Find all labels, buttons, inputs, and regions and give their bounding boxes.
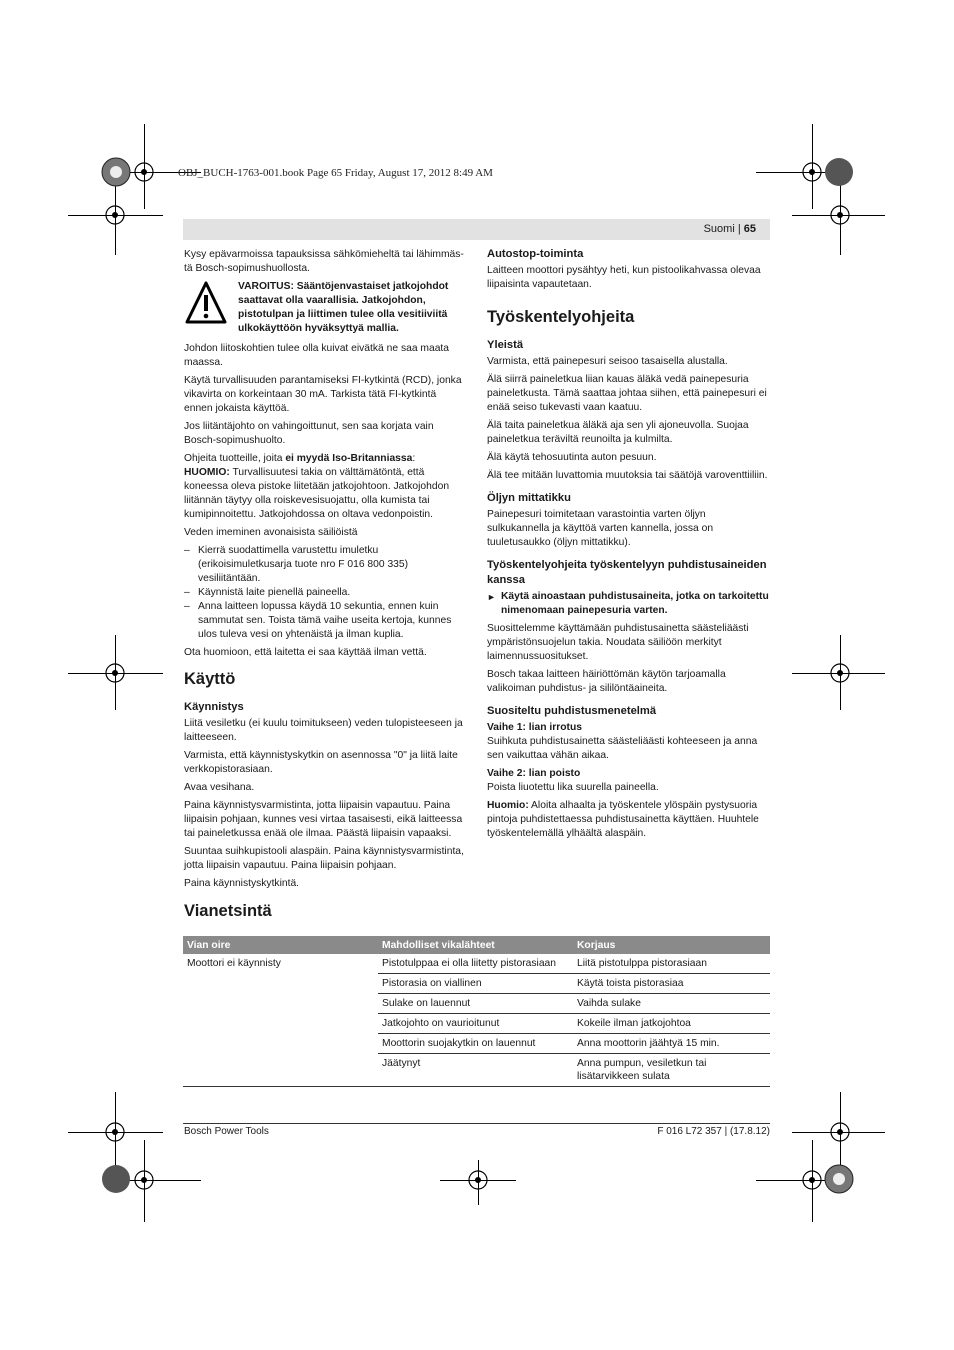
symptom-cell: Moottori ei käynnisty xyxy=(187,958,281,969)
star-target-icon xyxy=(824,1164,854,1194)
registration-target-icon xyxy=(828,661,852,685)
troubleshooting-table xyxy=(183,936,770,1087)
dash-list xyxy=(184,544,466,642)
subsection-heading: Suositeltu puhdistusmenetelmä xyxy=(487,705,657,717)
paragraph: Suosittelemme käyttämään puhdistusainetta säästeliäästi ympäristönsuojelun takia. Noudata säiliöön merkityt laimennussuositukset. xyxy=(487,623,749,662)
remedy-cell: Liitä pistotulppa pistorasiaan xyxy=(573,954,770,974)
registration-target-icon xyxy=(103,661,127,685)
paragraph: Älä tee mitään luvattomia muutoksia tai säätöjä varoventtiiliin. xyxy=(487,470,768,481)
column-header: Mahdolliset vikalähteet xyxy=(378,936,573,954)
step-label: Vaihe 1: lian irrotus xyxy=(487,722,582,733)
remedy-cell: Käytä toista pistorasiaa xyxy=(573,974,770,994)
list-item: – Kierrä suodattimella varustettu imuletku (erikoisimuletkusarja tuote nro F 016 800 335) vesiliitäntään. xyxy=(184,544,466,586)
subsection-heading: Käynnistys xyxy=(184,701,244,713)
gray-dot-icon xyxy=(101,1164,131,1194)
cause-cell: Jatkojohto on vaurioitunut xyxy=(378,1014,573,1034)
list-item: – Anna laitteen lopussa käydä 10 sekuntia, ennen kuin sammutat sen. Toista tämä vaihe useita kertoja, kunnes ulos tuleva vesi on yhtenäistä ja ilman kuplia. xyxy=(184,600,466,642)
paragraph: Liitä vesiletku (ei kuulu toimitukseen) veden tulopisteeseen ja laitteeseen. xyxy=(184,718,463,743)
paragraph: Jos liitäntäjohto on vahingoittunut, sen saa korjata vain Bosch-sopimushuolto. xyxy=(184,421,434,446)
registration-target-icon xyxy=(132,160,156,184)
paragraph: Käytä turvallisuuden parantamiseksi FI-kytkintä (RCD), jonka vikavirta on korkeintaan 30 mA. Tarkista tätä FI-kytkintä ennen jokaista käyttöä. xyxy=(184,375,462,414)
page-header xyxy=(183,219,770,240)
remedy-cell: Kokeile ilman jatkojohtoa xyxy=(573,1014,770,1034)
paragraph: Poista liuotettu lika suurella paineella. xyxy=(487,782,659,793)
paragraph: Ota huomioon, että laitetta ei saa käyttää ilman vettä. xyxy=(184,647,427,658)
warning-block xyxy=(184,280,466,338)
star-target-icon xyxy=(101,157,131,187)
footer-brand: Bosch Power Tools xyxy=(184,1126,269,1137)
footer-doc-number: F 016 L72 357 | (17.8.12) xyxy=(657,1126,770,1137)
subsection-heading: Autostop-toiminta xyxy=(487,248,584,260)
warning-triangle-icon xyxy=(184,280,228,326)
page-header-text xyxy=(704,223,756,235)
paragraph: Kysy epävarmoissa tapauksissa sähkömieheltä tai lähimmäs-tä Bosch-sopimushuollosta. xyxy=(184,249,464,274)
paragraph: Paina käynnistyskytkintä. xyxy=(184,878,300,889)
registration-target-icon xyxy=(132,1168,156,1192)
registration-target-icon xyxy=(103,1120,127,1144)
step-label: Vaihe 2: lian poisto xyxy=(487,768,581,779)
table-row xyxy=(183,954,770,974)
paragraph: HUOMIO: Turvallisuutesi takia on välttämätöntä, että koneessa oleva pistoke liitetään jatkojohtoon. Jatkojohdon liitännän täytyy olla roiskevesisuojattu, olla kumista tai kumipinnoitettu. Jatkojohdossa on oltava vedonpoistin. xyxy=(184,467,450,520)
remedy-cell: Vaihda sulake xyxy=(573,994,770,1014)
paragraph: Älä käytä tehosuutinta auton pesuun. xyxy=(487,452,657,463)
paragraph: Laitteen moottori pysähtyy heti, kun pistoolikahvassa olevaa liipaisinta vapautetaan. xyxy=(487,265,761,290)
column-header: Vian oire xyxy=(183,936,378,954)
remedy-cell: Anna pumpun, vesiletkun tai lisätarvikkeen sulata xyxy=(577,1058,707,1082)
registration-target-icon xyxy=(800,160,824,184)
paragraph: Bosch takaa laitteen häiriöttömän käytön tarjoamalla valikoiman puhdistus- ja sililöntäaineita. xyxy=(487,669,726,694)
right-column xyxy=(487,247,769,845)
remedy-cell: Anna moottorin jäähtyä 15 min. xyxy=(573,1034,770,1054)
table-header-row xyxy=(183,936,770,954)
paragraph: Suuntaa suihkupistooli alaspäin. Paina käynnistysvarmistinta, jotta liipaisin vapautuu. Paina liipaisin pohjaan. xyxy=(184,846,464,871)
paragraph: Älä siirrä paineletkua liian kauas äläkä vedä painepesuria paineletkusta. Tämä saattaa johtaa siihen, että painepesuri ei enää seiso tukevasti vaan kaatuu. xyxy=(487,374,767,413)
cause-cell: Pistotulppaa ei olla liitetty pistorasiaan xyxy=(378,954,573,974)
column-header: Korjaus xyxy=(573,936,770,954)
header-separator: | xyxy=(737,223,741,235)
paragraph: Veden imeminen avonaisista säiliöistä xyxy=(184,527,358,538)
file-slug-line: OBJ_BUCH-1763-001.book Page 65 Friday, August 17, 2012 8:49 AM xyxy=(178,167,493,179)
cause-cell: Moottorin suojakytkin on lauennut xyxy=(378,1034,573,1054)
registration-target-icon xyxy=(800,1168,824,1192)
section-heading: Työskentelyohjeita xyxy=(487,308,635,326)
arrow-right-icon: ► xyxy=(487,592,496,602)
left-column xyxy=(184,248,466,895)
paragraph: Painepesuri toimitetaan varastointia varten öljyn sulkukannella ja käyttöä varten kannella, jossa on tuuletusaukko (öljyn mittatikku). xyxy=(487,509,714,548)
paragraph: Älä taita paineletkua äläkä aja sen yli ajoneuvolla. Suojaa paineletkua teräviltä reunoilta ja kulmilta. xyxy=(487,420,749,445)
footer-divider xyxy=(183,1123,770,1124)
cause-cell: Jäätynyt xyxy=(382,1058,421,1069)
warning-text: VAROITUS: Sääntöjenvastaiset jatkojohdot saattavat olla vaarallisia. Jatkojohdon, pistotulpan ja liittimen tulee olla vesitiiviitä ulkokäyttöön hyväksyttyä mallia. xyxy=(238,281,449,334)
paragraph: Varmista, että painepesuri seisoo tasaisella alustalla. xyxy=(487,356,728,367)
registration-target-icon xyxy=(828,1120,852,1144)
paragraph: Paina käynnistysvarmistinta, jotta liipaisin vapautuu. Paina liipaisin pohjaan, kunnes vesi virtaa tasaisesti, eikä laitteessa tai paineletkussa enää ole ilmaa. Päästä liipaisin vapaaksi. xyxy=(184,800,463,839)
gray-dot-icon xyxy=(824,157,854,187)
paragraph: Suihkuta puhdistusainetta säästeliäästi kohteeseen ja anna sen vaikuttaa vähän aikaa. xyxy=(487,736,758,761)
registration-target-icon xyxy=(466,1168,490,1192)
subsection-heading: Yleistä xyxy=(487,339,524,351)
list-item: – Käynnistä laite pienellä paineella. xyxy=(184,586,466,600)
arrow-instruction: ► Käytä ainoastaan puhdistusaineita, jotka on tarkoitettu nimenomaan painepesuria varten. xyxy=(487,591,769,616)
page-number: 65 xyxy=(743,223,756,235)
paragraph: Huomio: Aloita alhaalta ja työskentele ylöspäin pystysuoria pintoja puhdistettaessa puhdistusainetta käyttäen. Huuhtele työskentelemällä ylhäältä alaspäin. xyxy=(487,800,759,839)
troubleshooting-heading: Vianetsintä xyxy=(184,902,272,920)
paragraph: Avaa vesihana. xyxy=(184,782,255,793)
cause-cell: Sulake on lauennut xyxy=(378,994,573,1014)
language-label: Suomi xyxy=(703,223,735,235)
paragraph: Varmista, että käynnistyskytkin on asennossa "0" ja liitä laite verkkopistorasiaan. xyxy=(184,750,458,775)
table-end-row xyxy=(183,1086,770,1087)
paragraph: Ohjeita tuotteille, joita ei myydä Iso-Britanniassa: xyxy=(184,453,416,464)
cause-cell: Pistorasia on viallinen xyxy=(378,974,573,994)
subsection-heading: Työskentelyohjeita työskentelyyn puhdistusaineiden kanssa xyxy=(487,559,767,586)
subsection-heading: Öljyn mittatikku xyxy=(487,492,571,504)
registration-target-icon xyxy=(103,203,127,227)
registration-target-icon xyxy=(828,203,852,227)
paragraph: Johdon liitoskohtien tulee olla kuivat eivätkä ne saa maata maassa. xyxy=(184,343,450,368)
section-heading: Käyttö xyxy=(184,670,236,688)
